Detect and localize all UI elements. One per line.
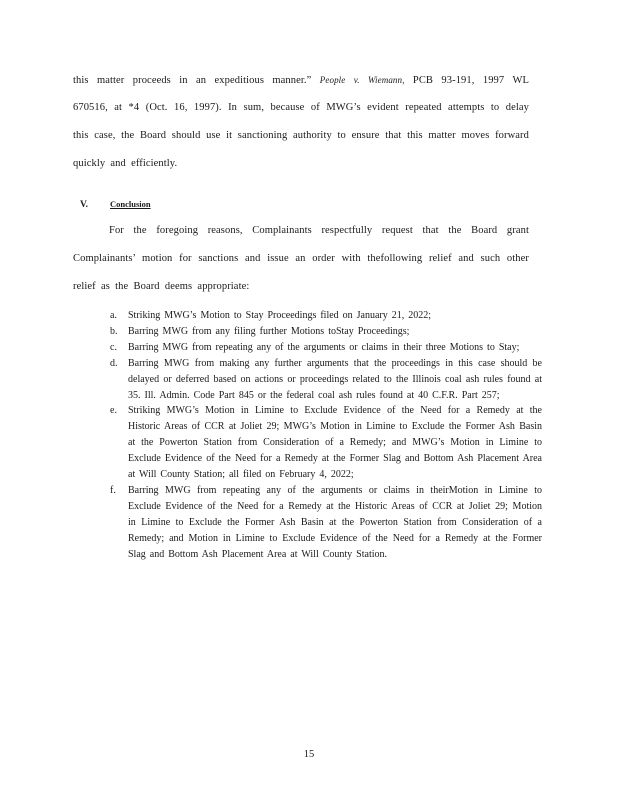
relief-item-marker: f. (110, 484, 116, 496)
relief-item-marker: e. (110, 405, 117, 417)
section-title: Conclusion (110, 199, 151, 209)
relief-item-marker: d. (110, 357, 118, 369)
opening-line-1-text: this matter proceeds in an expeditious manner.” (73, 75, 312, 86)
relief-item-text: Striking MWG’s Motion in Limine to Exclude Evidence of the Need for a Remedy at the Historic Areas of CCR at Joliet 29; MWG’s Motion in Limine to Exclude the Former Ash Basin at the Powerton Station from Consideration of a Remedy; and MWG’s Motion in Limine to Exclude Evidence of the Need for a Remedy at the Former Slag and Bottom Ash Placement Area at Will County Station; all filed on February 4, 2022; (128, 405, 542, 481)
page-number: 15 (303, 749, 315, 760)
relief-item (110, 483, 542, 563)
opening-paragraph-line-1 (73, 73, 529, 88)
relief-item-marker: a. (110, 310, 117, 321)
relief-item-text: Barring MWG from any filing further Motions toStay Proceedings; (128, 325, 410, 337)
intro-paragraph-line-2: Complainants’ motion for sanctions and issue an order with thefollowing relief and such other (73, 253, 529, 264)
relief-item-text: Striking MWG’s Motion to Stay Proceedings filed on January 21, 2022; (128, 310, 432, 321)
relief-item (110, 324, 542, 340)
relief-list (110, 308, 542, 563)
relief-item (110, 403, 542, 483)
intro-paragraph-line-3: relief as the Board deems appropriate: (73, 281, 250, 292)
relief-item-marker: b. (110, 325, 118, 337)
intro-paragraph-line-1: For the foregoing reasons, Complainants respectfully request that the Board grant (109, 225, 529, 236)
relief-item-text: Barring MWG from making any further arguments that the proceedings in this case should be delayed or deferred based on actions or proceedings related to the Illinois coal ash rules found at 35. Ill. Admin. Code Part 845 or the federal coal ash rules found at 40 C.F.R. Part 257; (128, 357, 542, 401)
case-name-versus: v. (353, 75, 360, 85)
case-name-wiemann: Wiemann, (367, 75, 405, 85)
section-heading (80, 199, 175, 210)
relief-item (110, 308, 542, 324)
section-number: V. (80, 200, 89, 210)
opening-paragraph-line-3: this case, the Board should use it sanctioning authority to ensure that this matter moves forward (73, 130, 529, 141)
relief-item-text: Barring MWG from repeating any of the arguments or claims in theirMotion in Limine to Exclude Evidence of the Need for a Remedy at the Historic Areas of CCR at Joliet 29; Motion in Limine to Exclude the Former Ash Basin at the Powerton Station from Consideration of a Remedy; and Motion in Limine to Exclude Evidence of the Need for a Remedy at the Former Slag and Bottom Ash Placement Area at Will County Station. (128, 484, 542, 560)
relief-item (110, 340, 542, 356)
relief-item (110, 356, 542, 404)
relief-item-text: Barring MWG from repeating any of the arguments or claims in their three Motions to Stay; (128, 341, 520, 353)
citation-text: PCB 93-191, 1997 WL (412, 75, 529, 86)
case-name-people: People (319, 75, 346, 85)
relief-item-marker: c. (110, 341, 117, 353)
opening-paragraph-line-2: 670516, at *4 (Oct. 16, 1997). In sum, because of MWG’s evident repeated attempts to delay (73, 102, 529, 113)
opening-paragraph-line-4: quickly and efficiently. (73, 158, 178, 169)
